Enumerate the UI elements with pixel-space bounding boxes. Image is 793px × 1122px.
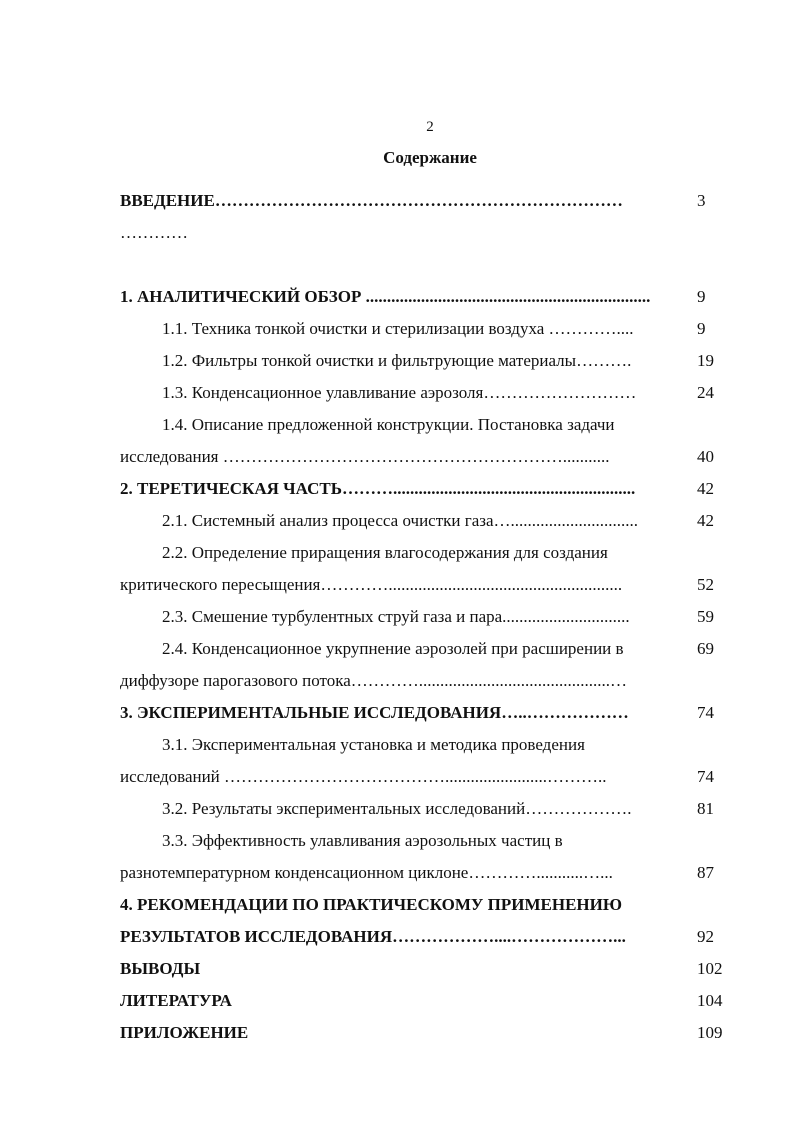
toc-entry-section-4-cont: РЕЗУЛЬТАТОВ ИССЛЕДОВАНИЯ………………....………………... [120, 927, 626, 946]
toc-entry-3-1-cont: исследований …………………………………........................……….. [120, 767, 607, 786]
toc-page-1-2: 19 [697, 351, 714, 370]
toc-page-3-2: 81 [697, 799, 714, 818]
toc-entry-3-2: 3.2. Результаты экспериментальных исследований………………. [162, 799, 632, 818]
toc-entry-section-3: 3. ЭКСПЕРИМЕНТАЛЬНЫЕ ИССЛЕДОВАНИЯ…..……………… [120, 703, 629, 722]
toc-entry-conclusions: ВЫВОДЫ [120, 959, 201, 978]
toc-page-2-3: 59 [697, 607, 714, 626]
toc-page-3-3: 87 [697, 863, 714, 882]
toc-page-introduction: 3 [697, 191, 706, 210]
toc-entry-literature: ЛИТЕРАТУРА [120, 991, 232, 1010]
toc-entry-2-2-cont: критического пересыщения…………....................................................... [120, 575, 623, 594]
toc-page-section-4: 92 [697, 927, 714, 946]
toc-page-2-1: 42 [697, 511, 714, 530]
toc-entry-3-3-cont: разнотемпературном конденсационном циклоне…………...........…... [120, 863, 613, 882]
page-number: 2 [426, 119, 434, 135]
toc-entry-dots: ………… [120, 223, 188, 242]
toc-entry-2-3: 2.3. Смешение турбулентных струй газа и пара.............................. [162, 607, 630, 626]
toc-entry-section-1: 1. АНАЛИТИЧЕСКИЙ ОБЗОР ................................................................... [120, 287, 651, 306]
toc-page-conclusions: 102 [697, 959, 723, 978]
toc-entry-3-1: 3.1. Экспериментальная установка и методика проведения [162, 735, 585, 754]
toc-entry-1-2: 1.2. Фильтры тонкой очистки и фильтрующие материалы………. [162, 351, 632, 370]
toc-page-literature: 104 [697, 991, 723, 1010]
toc-entry-section-2: 2. ТЕРЕТИЧЕСКАЯ ЧАСТЬ………......................................................... [120, 479, 636, 498]
toc-entry-3-3: 3.3. Эффективность улавливания аэрозольных частиц в [162, 831, 563, 850]
toc-page-3-1: 74 [697, 767, 714, 786]
toc-title: Содержание [383, 148, 477, 167]
toc-page-section-1: 9 [697, 287, 706, 306]
toc-entry-2-4-cont: диффузоре парогазового потока………….............................................… [120, 671, 628, 690]
toc-page-appendix: 109 [697, 1023, 723, 1042]
toc-entry-1-4-cont: исследования ……………………………………………………........... [120, 447, 610, 466]
toc-entry-1-4: 1.4. Описание предложенной конструкции. Постановка задачи [162, 415, 615, 434]
toc-page-1-3: 24 [697, 383, 714, 402]
toc-entry-2-4: 2.4. Конденсационное укрупнение аэрозолей при расширении в [162, 639, 624, 658]
toc-entry-appendix: ПРИЛОЖЕНИЕ [120, 1023, 249, 1042]
toc-page-1-4: 40 [697, 447, 714, 466]
toc-page-2-2: 52 [697, 575, 714, 594]
toc-entry-2-2: 2.2. Определение приращения влагосодержания для создания [162, 543, 608, 562]
toc-page-1-1: 9 [697, 319, 706, 338]
toc-page-section-2: 42 [697, 479, 714, 498]
toc-entry-1-3: 1.3. Конденсационное улавливание аэрозоля……………………… [162, 383, 637, 402]
toc-entry-section-4: 4. РЕКОМЕНДАЦИИ ПО ПРАКТИЧЕСКОМУ ПРИМЕНЕНИЮ [120, 895, 622, 914]
toc-entry-1-1: 1.1. Техника тонкой очистки и стерилизации воздуха ………….... [162, 319, 634, 338]
toc-entry-introduction: ВВЕДЕНИЕ……………………………………………………………… [120, 191, 623, 210]
toc-page-2-4: 69 [697, 639, 714, 658]
toc-entry-2-1: 2.1. Системный анализ процесса очистки газа….............................. [162, 511, 639, 530]
toc-page-section-3: 74 [697, 703, 714, 722]
